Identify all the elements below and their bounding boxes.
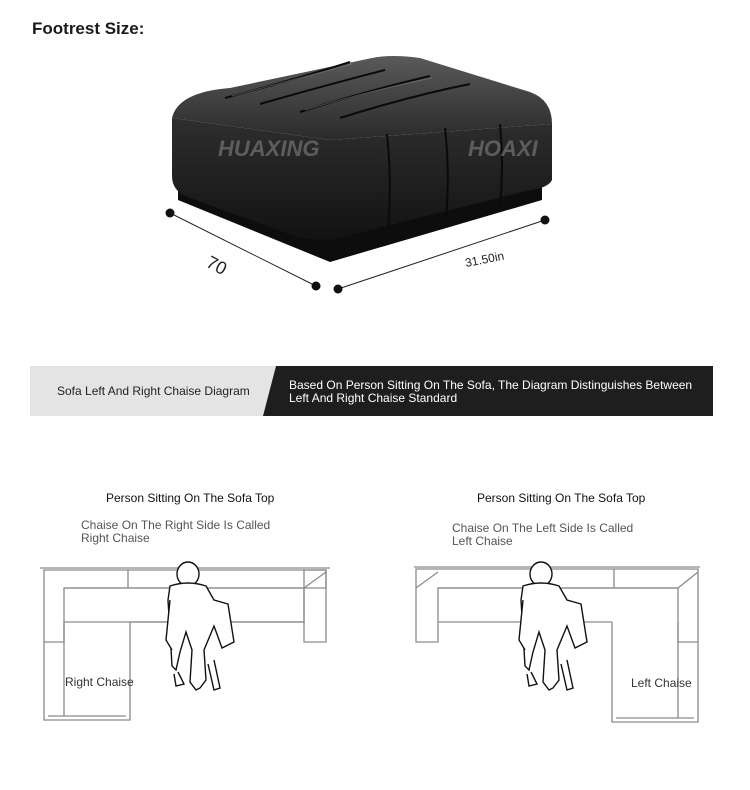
- left-diagram-description: Chaise On The Right Side Is Called Right Chaise: [81, 518, 271, 545]
- page-title: Footrest Size:: [32, 19, 145, 38]
- footrest-watermark-right: HOAXI: [468, 136, 538, 161]
- footrest-illustration: [150, 50, 570, 310]
- right-person-figure: [519, 562, 587, 690]
- width-label: 31.50in: [463, 248, 506, 270]
- banner-right-text: Based On Person Sitting On The Sofa, The Diagram Distinguishes Between Left And Right Chaise Standard: [289, 378, 693, 405]
- left-diagram-top-caption: Person Sitting On The Sofa Top: [106, 491, 275, 505]
- right-chaise-label: Right Chaise: [65, 675, 134, 689]
- left-chaise-label: Left Chaise: [631, 676, 692, 690]
- right-diagram-description: Chaise On The Left Side Is Called Left Chaise: [452, 521, 634, 548]
- depth-label: 70: [203, 251, 231, 279]
- footrest-watermark-left: HUAXING: [218, 136, 320, 161]
- right-diagram-top-caption: Person Sitting On The Sofa Top: [477, 491, 646, 505]
- sofa-diagrams: [0, 440, 750, 740]
- left-person-figure: [166, 562, 234, 690]
- banner-left-text: Sofa Left And Right Chaise Diagram: [57, 384, 250, 398]
